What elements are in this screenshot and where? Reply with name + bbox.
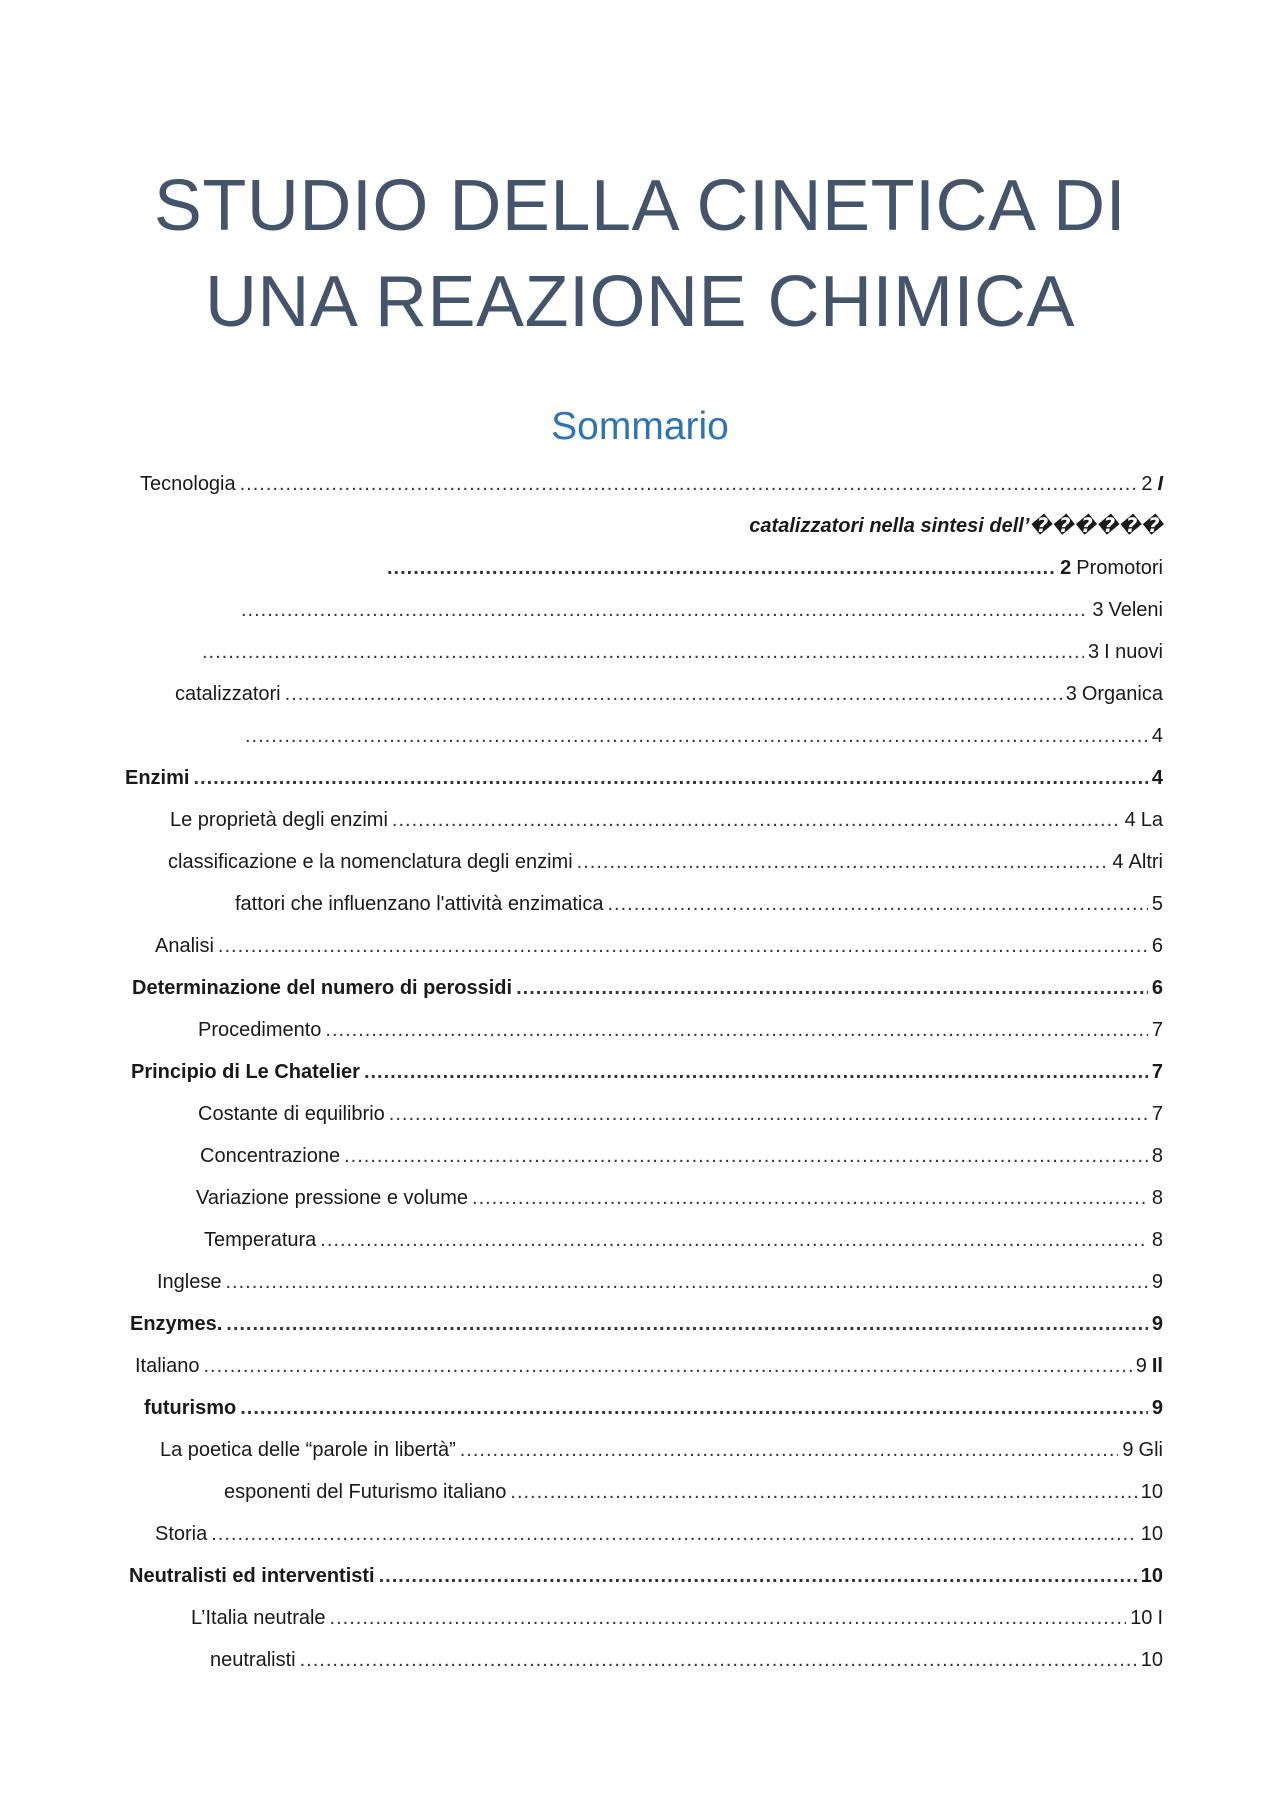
toc-leader xyxy=(389,1097,1148,1131)
toc-entry-tail: Altri xyxy=(1128,851,1163,873)
toc-entry-page: 4 xyxy=(1124,809,1136,831)
toc-entry[interactable] xyxy=(200,1139,1163,1173)
toc-leader xyxy=(392,803,1121,837)
toc-leader xyxy=(387,551,1056,585)
toc-entry-tail: La xyxy=(1140,809,1163,831)
toc-entry-label: Inglese xyxy=(157,1271,222,1293)
toc-entry-page: 9 xyxy=(1122,1439,1134,1461)
toc-entry-label: catalizzatori nella sintesi dell’������ xyxy=(749,515,1163,537)
toc-leader xyxy=(240,1391,1148,1425)
toc-entry-page: 3 xyxy=(1087,641,1100,663)
toc-entry[interactable] xyxy=(125,761,1163,795)
toc-entry[interactable] xyxy=(135,1349,1163,1383)
toc-entry[interactable] xyxy=(210,1643,1163,1677)
toc-leader xyxy=(320,1223,1148,1257)
toc-entry[interactable] xyxy=(160,1433,1163,1467)
toc-entry-label: classificazione e la nomenclatura degli enzimi xyxy=(168,851,573,873)
toc-entry-page: 7 xyxy=(1151,1061,1163,1083)
toc-entry-label: Le proprietà degli enzimi xyxy=(170,809,388,831)
toc-entry[interactable] xyxy=(198,635,1163,669)
toc-entry-page: 2 xyxy=(1141,473,1153,495)
toc-leader xyxy=(241,593,1088,627)
toc-entry-page: 7 xyxy=(1151,1019,1163,1041)
toc-entry-label: fattori che influenzano l'attività enzimatica xyxy=(235,893,604,915)
toc-entry-page: 4 xyxy=(1112,851,1124,873)
toc-entry-tail: Gli xyxy=(1138,1439,1163,1461)
toc-leader xyxy=(202,635,1084,669)
toc-entry[interactable] xyxy=(237,593,1163,627)
toc-entry-page: 2 xyxy=(1060,557,1072,579)
toc-leader xyxy=(300,1643,1137,1677)
toc-leader xyxy=(577,845,1109,879)
toc-entry-page: 9 xyxy=(1151,1271,1163,1293)
toc-entry-label: L’Italia neutrale xyxy=(191,1607,326,1629)
toc-entry[interactable] xyxy=(196,1181,1163,1215)
toc-entry[interactable] xyxy=(155,929,1163,963)
toc-entry-label: catalizzatori xyxy=(175,683,281,705)
toc-entry[interactable] xyxy=(198,1097,1163,1131)
toc-entry-page: 9 xyxy=(1151,1397,1163,1419)
toc-entry[interactable] xyxy=(168,845,1163,879)
toc-entry-page: 4 xyxy=(1151,767,1163,789)
toc-entry[interactable] xyxy=(241,719,1163,753)
toc-entry-label: La poetica delle “parole in libertà” xyxy=(160,1439,456,1461)
toc-leader xyxy=(510,1475,1136,1509)
toc-entry-label: Costante di equilibrio xyxy=(198,1103,385,1125)
toc-entry-page: 10 xyxy=(1140,1565,1163,1587)
toc-leader xyxy=(211,1517,1137,1551)
toc-leader xyxy=(193,761,1147,795)
toc-entry-tail: Promotori xyxy=(1076,557,1163,579)
toc-leader xyxy=(204,1349,1132,1383)
toc-entry[interactable] xyxy=(132,971,1163,1005)
toc-entry-label: futurismo xyxy=(144,1397,237,1419)
toc-entry[interactable] xyxy=(224,1475,1163,1509)
toc-leader xyxy=(460,1433,1119,1467)
toc-leader xyxy=(330,1601,1127,1635)
toc-leader xyxy=(226,1265,1148,1299)
toc-entry-page: 10 xyxy=(1140,1523,1163,1545)
toc-entry[interactable] xyxy=(191,1601,1163,1635)
toc-leader xyxy=(472,1181,1148,1215)
toc-entry-tail: I xyxy=(1157,1607,1163,1629)
toc-entry[interactable] xyxy=(144,1391,1163,1425)
toc-entry-page: 7 xyxy=(1151,1103,1163,1125)
toc-entry-label: esponenti del Futurismo italiano xyxy=(224,1481,507,1503)
toc-entry[interactable] xyxy=(157,1265,1163,1299)
title-line-2: UNA REAZIONE CHIMICA xyxy=(204,262,1076,342)
toc-entry-tail: Veleni xyxy=(1108,599,1163,621)
toc-entry[interactable] xyxy=(175,677,1163,711)
toc-entry-page: 4 xyxy=(1151,725,1163,747)
toc-entry-page: 6 xyxy=(1151,935,1163,957)
toc-leader xyxy=(240,467,1138,501)
toc-entry-label: Enzimi xyxy=(125,767,190,789)
toc-leader xyxy=(607,887,1147,921)
toc-entry-page: 10 xyxy=(1130,1607,1153,1629)
toc-entry-page: 8 xyxy=(1151,1145,1163,1167)
toc-leader xyxy=(364,1055,1148,1089)
toc-entry-label: Enzymes. xyxy=(130,1313,223,1335)
toc-entry-label: Procedimento xyxy=(198,1019,322,1041)
toc-leader xyxy=(226,1307,1148,1341)
toc-entry[interactable] xyxy=(130,1307,1163,1341)
toc-entry-tail: I xyxy=(1157,473,1163,495)
toc-entry-page: 5 xyxy=(1151,893,1163,915)
toc-leader xyxy=(344,1139,1148,1173)
toc-entry[interactable] xyxy=(749,509,1163,543)
toc-entry-tail: Il xyxy=(1151,1355,1163,1377)
toc-entry[interactable] xyxy=(235,887,1163,921)
toc-leader xyxy=(285,677,1062,711)
toc-leader xyxy=(325,1013,1147,1047)
toc-entry[interactable] xyxy=(198,1013,1163,1047)
toc-entry-page: 10 xyxy=(1140,1481,1163,1503)
toc-entry[interactable] xyxy=(204,1223,1163,1257)
toc-entry[interactable] xyxy=(129,1559,1163,1593)
toc-entry[interactable] xyxy=(140,467,1163,501)
toc-leader xyxy=(218,929,1148,963)
toc-entry-tail: Organica xyxy=(1081,683,1163,705)
toc-heading: Sommario xyxy=(551,405,729,448)
toc-entry-page: 6 xyxy=(1151,977,1163,999)
toc-entry-page: 8 xyxy=(1151,1229,1163,1251)
toc-entry-page: 3 xyxy=(1065,683,1077,705)
toc-entry[interactable] xyxy=(170,803,1163,837)
toc-entry-label: Principio di Le Chatelier xyxy=(131,1061,360,1083)
toc-entry-tail: I nuovi xyxy=(1104,641,1163,663)
toc-entry-label: Variazione pressione e volume xyxy=(196,1187,469,1209)
toc-entry-label: Italiano xyxy=(135,1355,200,1377)
toc-entry[interactable] xyxy=(383,551,1163,585)
toc-leader xyxy=(516,971,1148,1005)
toc-entry-label: Temperatura xyxy=(204,1229,317,1251)
toc-entry-page: 8 xyxy=(1151,1187,1163,1209)
toc-entry-label: Determinazione del numero di perossidi xyxy=(132,977,513,999)
toc-entry-label: Storia xyxy=(155,1523,208,1545)
toc-entry-label: neutralisti xyxy=(210,1649,296,1671)
toc-leader xyxy=(379,1559,1137,1593)
toc-entry-page: 9 xyxy=(1135,1355,1147,1377)
toc-entry-page: 3 xyxy=(1092,599,1104,621)
toc-entry-label: Tecnologia xyxy=(140,473,236,495)
toc-entry[interactable] xyxy=(131,1055,1163,1089)
toc-entry-label: Neutralisti ed interventisti xyxy=(129,1565,375,1587)
toc-entry-page: 9 xyxy=(1151,1313,1163,1335)
toc-leader xyxy=(245,719,1148,753)
title-line-1: STUDIO DELLA CINETICA DI xyxy=(153,166,1127,246)
toc-entry-label: Concentrazione xyxy=(200,1145,341,1167)
toc-entry-label: Analisi xyxy=(155,935,214,957)
toc-entry-page: 10 xyxy=(1140,1649,1163,1671)
toc-entry[interactable] xyxy=(155,1517,1163,1551)
